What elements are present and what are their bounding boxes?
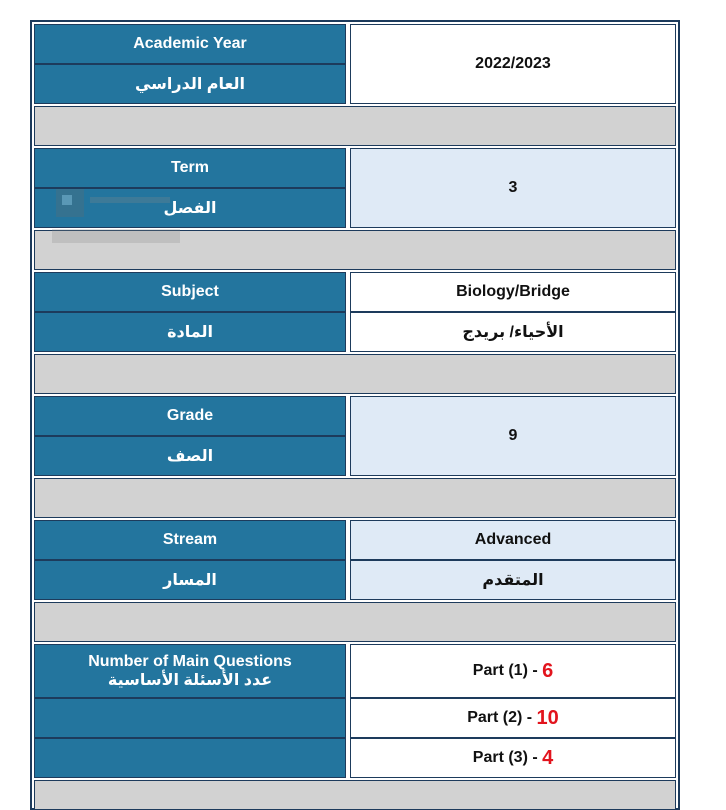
part-3-dash: - [527,749,543,766]
academic-year-label-ar-text: العام الدراسي [134,76,246,93]
part-2-dash: - [522,709,537,726]
grade-label-ar-text: الصف [166,448,214,465]
subject-label-text: Subject [161,283,219,300]
stream-value-en-text: Advanced [474,531,552,548]
subject-label-ar [34,312,346,352]
part-3-value [350,738,676,778]
academic-year-value-text: 2022/2023 [475,55,551,72]
part-2-label: Part (2) [467,709,523,726]
subject-label-ar-text: المادة [167,324,213,341]
grade-value-text: 9 [508,427,518,444]
separator-row [34,780,676,810]
grade-label-text: Grade [166,407,214,424]
stream-value-ar [350,560,676,600]
subject-value-ar [350,312,676,352]
separator-row [34,230,676,270]
subject-value-en [350,272,676,312]
stream-label-text: Stream [162,531,218,548]
stream-value-ar-text: المتقدم [482,572,544,589]
part-2-count: 10 [536,706,559,729]
term-label-ar [34,188,346,228]
questions-label [34,644,346,698]
subject-value-ar-text: الأحياء/ بريدج [462,324,564,341]
academic-year-label-ar [34,64,346,104]
term-label-text: Term [171,159,209,176]
grade-label-en [34,396,346,436]
academic-year-label-text: Academic Year [133,35,247,52]
part-3-label: Part (3) [472,749,528,766]
grade-value [350,396,676,476]
stream-value-en [350,520,676,560]
stream-label-en [34,520,346,560]
separator-row [34,478,676,518]
part-3-count: 4 [542,746,554,769]
term-label-ar-text: الفصل [163,200,217,217]
stream-label-ar [34,560,346,600]
subject-label-en [34,272,346,312]
separator-row [34,106,676,146]
part-1-label: Part (1) [472,662,528,679]
questions-label-spacer [34,698,346,738]
questions-label-en: Number of Main Questions [88,653,292,670]
questions-label-ar: عدد الأسئلة الأساسية [107,672,273,689]
exam-info-table [30,20,680,810]
separator-row [34,602,676,642]
term-value-text: 3 [508,179,518,196]
part-2-value [350,698,676,738]
term-value [350,148,676,228]
separator-row [34,354,676,394]
term-label-en [34,148,346,188]
subject-value-en-text: Biology/Bridge [456,283,570,300]
academic-year-label-en [34,24,346,64]
questions-label-spacer [34,738,346,778]
stream-label-ar-text: المسار [163,572,217,589]
grade-label-ar [34,436,346,476]
part-1-dash: - [527,662,543,679]
academic-year-value [350,24,676,104]
part-1-count: 6 [542,659,554,682]
part-1-value [350,644,676,698]
